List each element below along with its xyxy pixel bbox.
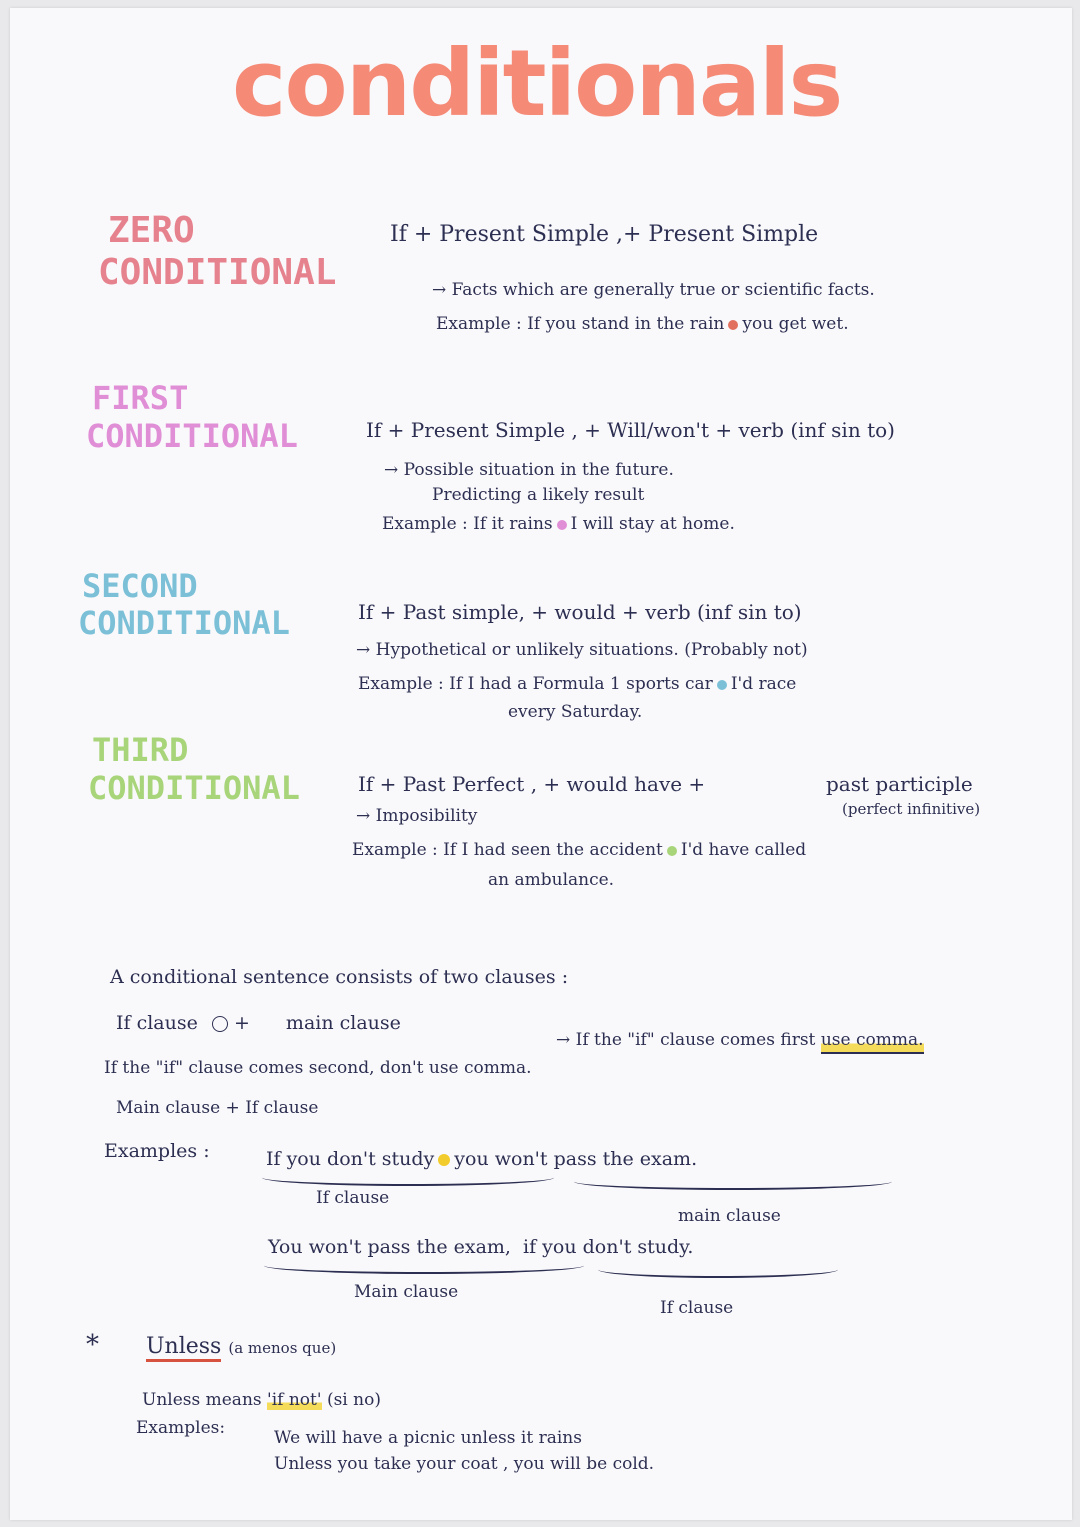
- example-2-main-clause: You won't pass the exam,: [268, 1236, 511, 1258]
- example-1-main-clause: you won't pass the exam.: [454, 1148, 698, 1170]
- if-clause-label: If clause: [116, 1012, 198, 1034]
- first-example-result: I will stay at home.: [570, 514, 735, 534]
- third-example-if-part: If I had seen the accident: [443, 840, 663, 860]
- first-heading-1: FIRST: [92, 379, 189, 417]
- second-description: → Hypothetical or unlikely situations. (Probably not): [356, 640, 808, 660]
- comma-marker-icon: [667, 846, 677, 856]
- comma-marker-icon: [717, 680, 727, 690]
- unless-means-line: [142, 1390, 381, 1410]
- zero-example-label: Example :: [436, 314, 522, 334]
- example-1-if-clause-label: If clause: [316, 1188, 390, 1208]
- page-title: conditionals: [232, 30, 842, 137]
- second-heading-2: CONDITIONAL: [78, 604, 290, 642]
- rule-1-highlight: use comma.: [821, 1030, 924, 1054]
- star-icon: *: [86, 1330, 99, 1360]
- zero-heading-2: CONDITIONAL: [98, 252, 337, 293]
- first-heading-2: CONDITIONAL: [86, 417, 298, 455]
- plus-sign: +: [233, 1012, 250, 1034]
- first-description-1: → Possible situation in the future.: [384, 460, 674, 480]
- third-formula-note: (perfect infinitive): [842, 800, 981, 818]
- example-2-if-clause-label: If clause: [660, 1298, 734, 1318]
- comma-circle-icon: [212, 1016, 228, 1032]
- third-example-label: Example :: [352, 840, 438, 860]
- second-example-result: I'd race: [730, 674, 797, 694]
- unless-translation: (a menos que): [228, 1339, 337, 1357]
- unless-means: Unless means: [142, 1390, 262, 1410]
- first-example-if-part: If it rains: [473, 514, 553, 534]
- clauses-rule-3: Main clause + If clause: [116, 1098, 319, 1118]
- clauses-examples-label: Examples :: [104, 1140, 210, 1162]
- clauses-intro: A conditional sentence consists of two clauses :: [110, 966, 569, 988]
- rule-1-text: → If the "if" clause comes first: [556, 1030, 816, 1050]
- comma-marker-icon: [557, 520, 567, 530]
- unless-means-value: 'if not': [267, 1390, 322, 1410]
- clauses-example-1: [266, 1148, 697, 1170]
- zero-formula: If + Present Simple ,+ Present Simple: [390, 222, 819, 247]
- zero-description: → Facts which are generally true or scientific facts.: [432, 280, 875, 300]
- clauses-rule-1: [556, 1030, 924, 1050]
- third-description: → Imposibility: [356, 806, 478, 826]
- clauses-line-1: [116, 1012, 401, 1034]
- main-clause-label: main clause: [285, 1012, 401, 1034]
- second-formula: If + Past simple, + would + verb (inf sin to): [358, 600, 802, 624]
- second-example-cont: every Saturday.: [508, 702, 643, 722]
- example-2-if-clause: if you don't study.: [523, 1236, 694, 1258]
- first-description-2: Predicting a likely result: [432, 485, 645, 505]
- comma-marker-icon: [438, 1154, 450, 1166]
- third-formula: If + Past Perfect , + would have +: [358, 772, 706, 796]
- third-example: [352, 840, 806, 860]
- example-2-main-clause-label: Main clause: [354, 1282, 459, 1302]
- third-heading-2: CONDITIONAL: [88, 769, 300, 807]
- second-example-label: Example :: [358, 674, 444, 694]
- zero-heading-1: ZERO: [108, 210, 195, 251]
- clauses-rule-2: If the "if" clause comes second, don't use comma.: [104, 1058, 532, 1078]
- third-example-result: I'd have called: [680, 840, 807, 860]
- unless-example-2: Unless you take your coat , you will be cold.: [274, 1454, 655, 1474]
- unless-heading: [146, 1334, 336, 1359]
- comma-marker-icon: [728, 320, 738, 330]
- third-heading-1: THIRD: [92, 731, 189, 769]
- second-heading-1: SECOND: [82, 567, 198, 605]
- zero-example-if-part: If you stand in the rain: [527, 314, 725, 334]
- zero-example: [436, 314, 849, 334]
- example-1-if-clause: If you don't study: [266, 1148, 435, 1170]
- first-example-label: Example :: [382, 514, 468, 534]
- unless-examples-label: Examples:: [136, 1418, 226, 1438]
- first-formula: If + Present Simple , + Will/won't + verb (inf sin to): [366, 418, 895, 442]
- example-1-main-clause-label: main clause: [678, 1206, 781, 1226]
- unless-means-translation: (si no): [326, 1390, 381, 1410]
- zero-example-result: you get wet.: [742, 314, 849, 334]
- unless-example-1: We will have a picnic unless it rains: [274, 1428, 582, 1448]
- unless-word: Unless: [146, 1334, 221, 1362]
- second-example-if-part: If I had a Formula 1 sports car: [449, 674, 713, 694]
- clauses-example-2: [268, 1236, 693, 1258]
- third-formula-end: past participle: [826, 772, 973, 796]
- third-example-cont: an ambulance.: [488, 870, 615, 890]
- second-example: [358, 674, 796, 694]
- first-example: [382, 514, 735, 534]
